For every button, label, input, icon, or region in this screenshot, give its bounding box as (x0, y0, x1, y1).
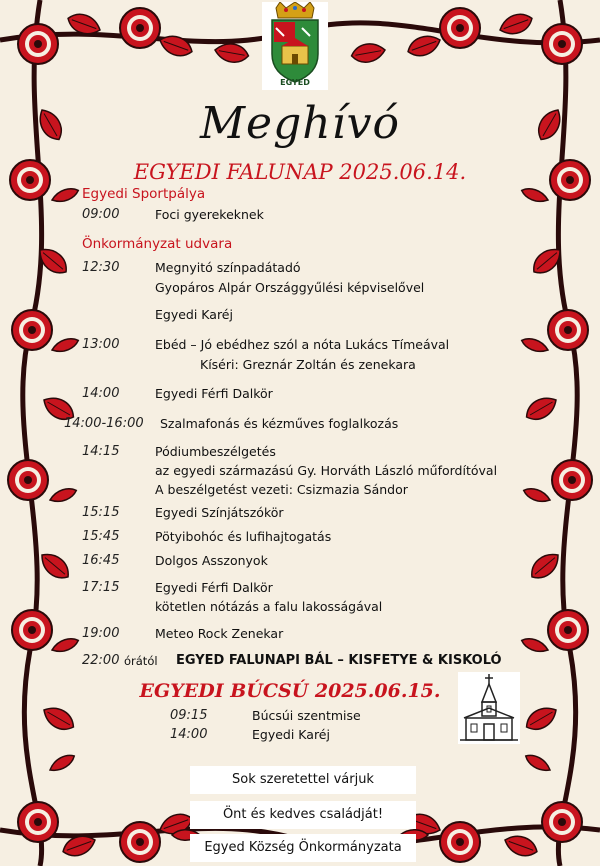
schedule-text: A beszélgetést vezeti: Csizmazia Sándor (155, 482, 408, 497)
bucsu-text: Búcsúi szentmise (252, 708, 361, 723)
coat-of-arms-icon (262, 2, 328, 90)
bucsu-time: 09:15 (170, 708, 208, 723)
bucsu-subtitle: EGYEDI BÚCSÚ 2025.06.15. (139, 680, 441, 702)
schedule-time: 14:00-16:00 (64, 416, 144, 431)
schedule-text: Gyopáros Alpár Országgyűlési képviselővel (155, 280, 425, 295)
schedule-time: 19:00 (82, 626, 120, 641)
event-subtitle: EGYEDI FALUNAP 2025.06.14. (133, 160, 467, 184)
schedule-text: Megnyitó színpadátadó (155, 260, 301, 275)
ball-time-suffix: órától (124, 654, 158, 668)
schedule-time: 16:45 (82, 553, 120, 568)
section-onkormanyzat: Önkormányzat udvara (82, 236, 233, 252)
bucsu-time: 14:00 (170, 727, 208, 742)
footer-line: Önt és kedves családját! (222, 807, 384, 822)
schedule-time: 14:15 (82, 444, 120, 459)
schedule-text: Egyedi Férfi Dalkör (155, 580, 273, 595)
schedule-time: 14:00 (82, 386, 120, 401)
schedule-text: kötetlen nótázás a falu lakosságával (155, 599, 383, 614)
ball-text: EGYED FALUNAPI BÁL – KISFETYE & KISKOLÓ (176, 653, 502, 668)
schedule-text: az egyedi származású Gy. Horváth László műfordítóval (155, 463, 498, 478)
schedule-text: Foci gyerekeknek (155, 207, 264, 222)
schedule-text: Egyedi Karéj (155, 307, 233, 322)
schedule-text: Pódiumbeszélgetés (155, 444, 276, 459)
schedule-text: Kíséri: Greznár Zoltán és zenekara (200, 357, 416, 372)
schedule-time: 15:45 (82, 529, 120, 544)
church-illustration (458, 672, 520, 744)
section-sportpalya: Egyedi Sportpálya (82, 186, 206, 202)
schedule-time: 09:00 (82, 207, 120, 222)
schedule-text: Egyedi Színjátszókör (155, 505, 284, 520)
schedule-time: 13:00 (82, 337, 120, 352)
schedule-text: Pötyibohóc és lufihajtogatás (155, 529, 332, 544)
schedule-text: Meteo Rock Zenekar (155, 626, 284, 641)
schedule-time: 12:30 (82, 260, 120, 275)
footer-line: Sok szeretettel várjuk (232, 772, 374, 787)
schedule-time: 17:15 (82, 580, 120, 595)
schedule-text: Dolgos Asszonyok (155, 553, 268, 568)
schedule-text: Ebéd – Jó ebédhez szól a nóta Lukács Tímeával (155, 337, 450, 352)
crest-label: EGYED (280, 78, 310, 87)
bucsu-text: Egyedi Karéj (252, 727, 330, 742)
church-icon (458, 672, 520, 744)
footer-line: Egyed Község Önkormányzata (204, 840, 402, 855)
page-title: Meghívó (199, 98, 400, 149)
schedule-time: 15:15 (82, 505, 120, 520)
ball-time: 22:00 (82, 653, 120, 668)
village-crest (262, 2, 328, 90)
schedule-text: Egyedi Férfi Dalkör (155, 386, 273, 401)
schedule-text: Szalmafonás és kézműves foglalkozás (160, 416, 399, 431)
